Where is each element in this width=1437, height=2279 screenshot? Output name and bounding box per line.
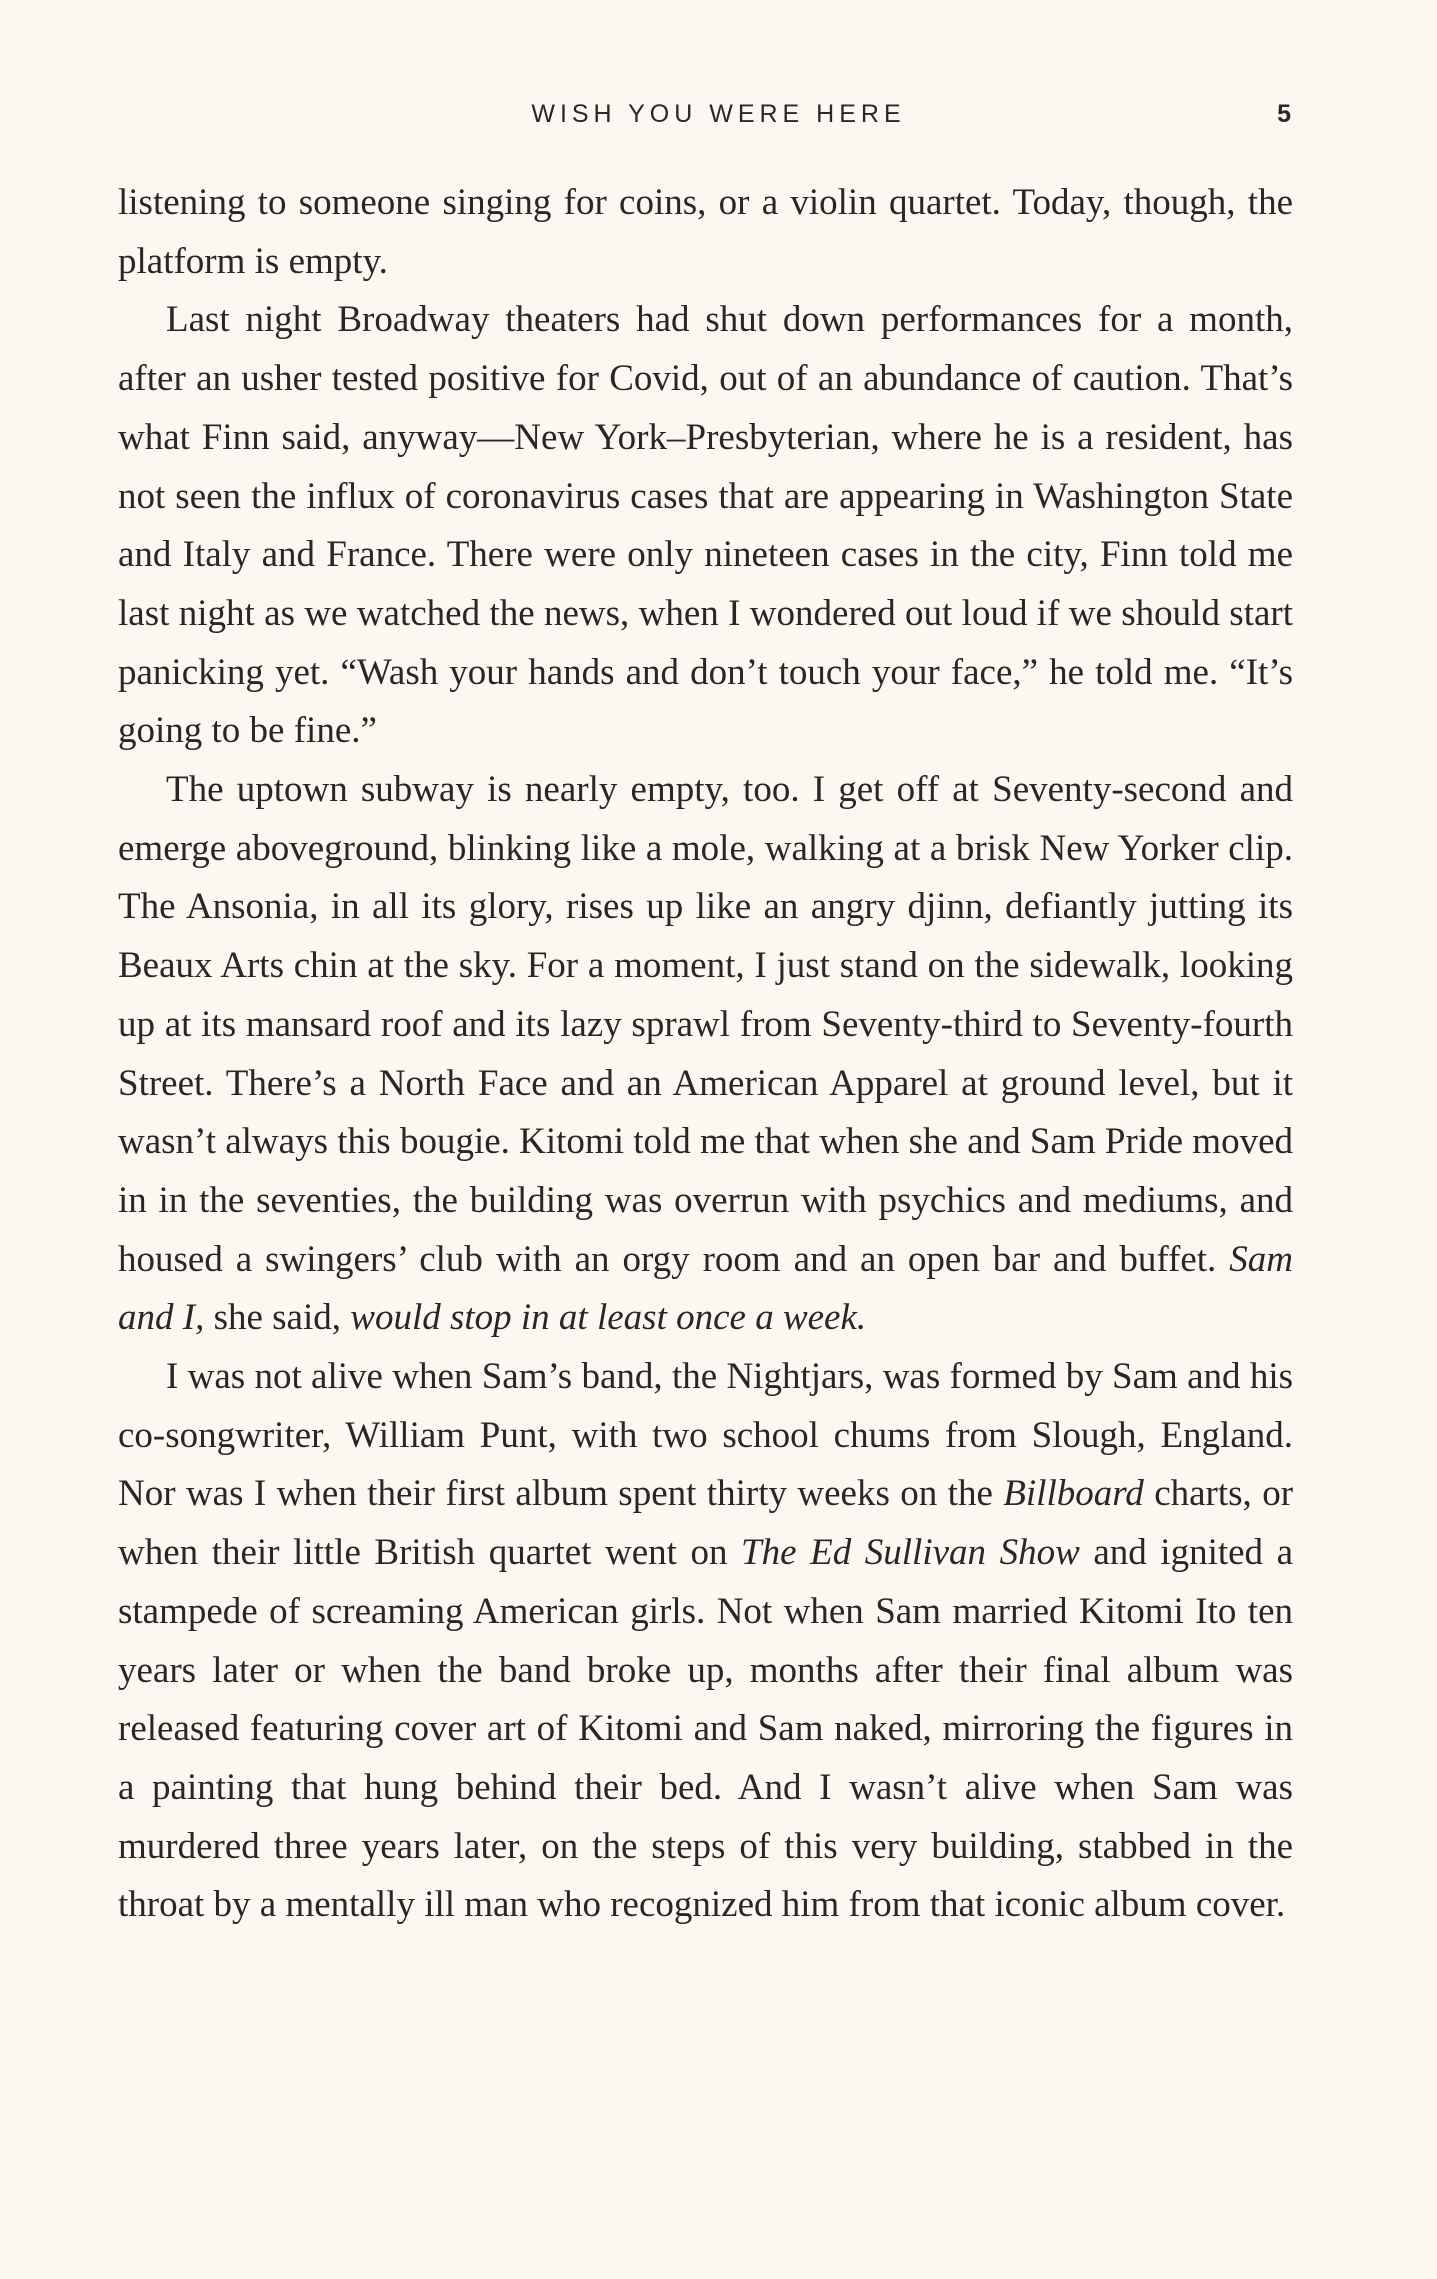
running-title: WISH YOU WERE HERE <box>531 100 906 128</box>
paragraph-2: Last night Broadway theaters had shut down performances for a month, after an usher tested positive for Covid, out of an abundance of caution. That’s what Finn said, anyway—New York–Presbyterian, where he is a resident, has not seen the influx of coronavirus cases that are appearing in Washington State and Italy and France. There were only nineteen cases in the city, Finn told me last night as we watched the news, when I wondered out loud if we should start panicking yet. “Wash your hands and don’t touch your face,” he told me. “It’s going to be fine.” <box>118 299 1293 752</box>
paragraph-4-text-c: and ignited a stampede of screaming American girls. Not when Sam married Kitomi Ito ten years later or when the band broke up, months after their final album was released featuring cover art of Kitomi and Sam naked, mirroring the figures in a painting that hung behind their bed. And I wasn’t alive when Sam was murdered three years later, on the steps of this very building, stabbed in the throat by a mentally ill man who recognized him from that iconic album cover. <box>118 1532 1294 1926</box>
paragraph-4-italic-2: The Ed Sullivan Show <box>741 1532 1080 1574</box>
paragraph-4-text-a: I was not alive when Sam’s band, the Nightjars, was formed by Sam and his co-songwriter, William Punt, with two school chums from Slough, England. Nor was I when their first album spent thirty weeks on the <box>118 1356 1293 1515</box>
paragraph-3-italic-2: would stop in at least once a week. <box>350 1297 867 1339</box>
paragraph-3-italic-1: Sam and I, <box>118 1238 1294 1339</box>
paragraph-3 <box>118 761 1293 1348</box>
page-number: 5 <box>1277 100 1291 128</box>
paragraph-1: listening to someone singing for coins, or a violin quartet. Today, though, the platform is empty. <box>118 182 1293 282</box>
paragraph-3-text-b: she said, <box>213 1297 342 1339</box>
paragraph-4-text-b: charts, or when their little British quartet went on <box>118 1473 1294 1574</box>
paragraph-4 <box>118 1348 1293 1935</box>
body-text <box>118 174 1293 1935</box>
paragraph-3-text-a: The uptown subway is nearly empty, too. I get off at Seventy-second and emerge aboveground, blinking like a mole, walking at a brisk New Yorker clip. The Ansonia, in all its glory, rises up like an angry djinn, defiantly jutting its Beaux Arts chin at the sky. For a moment, I just stand on the sidewalk, looking up at its mansard roof and its lazy sprawl from Seventy-third to Seventy-fourth Street. There’s a North Face and an American Apparel at ground level, but it wasn’t always this bougie. Kitomi told me that when she and Sam Pride moved in in the seventies, the building was overrun with psychics and mediums, and housed a swingers’ club with an orgy room and an open bar and buffet. <box>118 769 1293 1280</box>
paragraph-4-italic-1: Billboard <box>1003 1473 1144 1515</box>
page-header <box>0 100 1437 140</box>
